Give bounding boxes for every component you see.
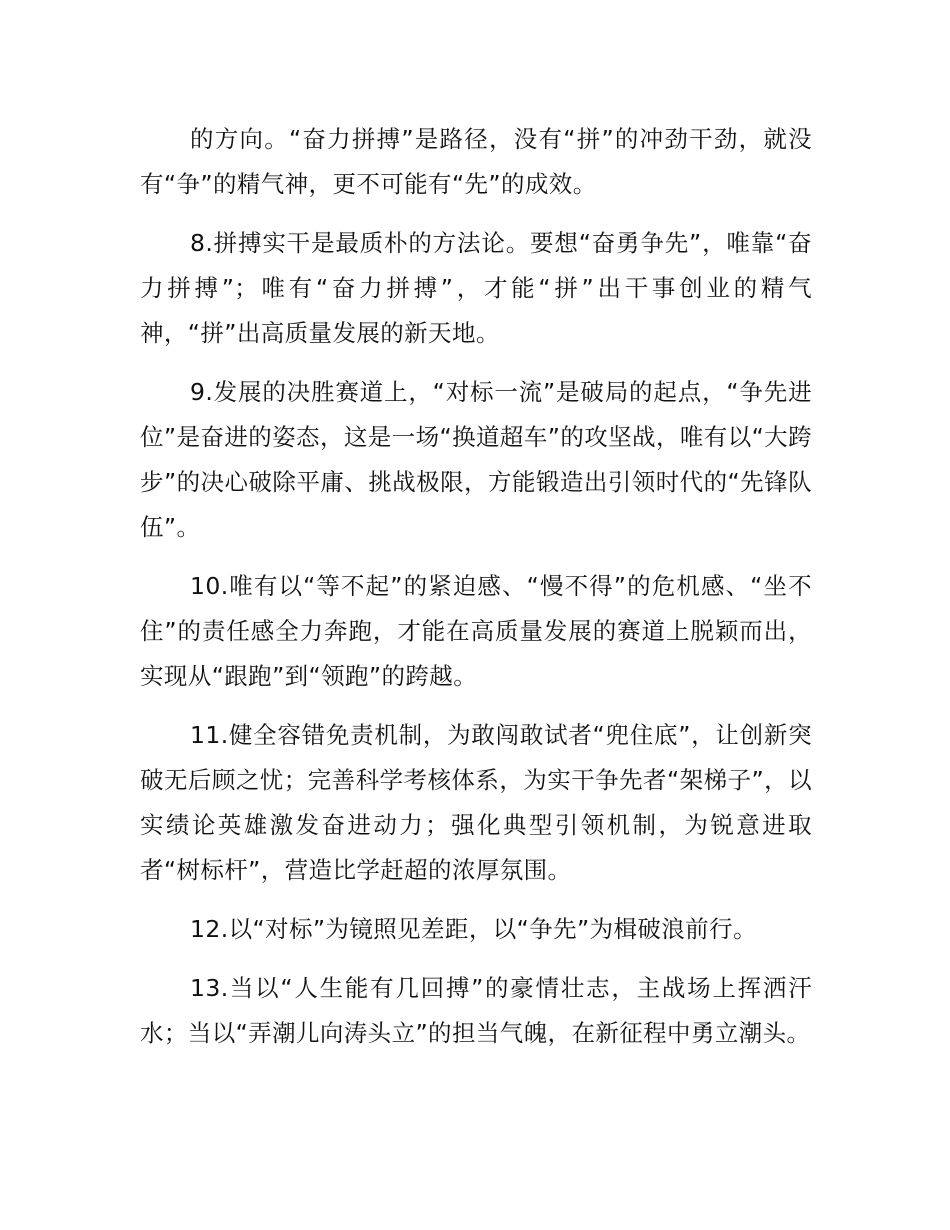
paragraph-item-12: 12.以“对标”为镜照见差距，以“争先”为楫破浪前行。 xyxy=(190,915,757,943)
paragraph-item-9: 9.发展的决胜赛道上，“对标一流”是破局的起点，“争先进位”是奋进的姿态，这是一场“换道超车”的攻坚战，唯有以“大跨步”的决心破除平庸、挑战极限，方能锻造出引领时代的“先锋队伍”。 xyxy=(140,378,812,541)
paragraph-item-8: 8.拼搏实干是最质朴的方法论。要想“奋勇争先”，唯靠“奋力拼搏”；唯有“奋力拼搏”，才能“拼”出干事创业的精气神，“拼”出高质量发展的新天地。 xyxy=(140,229,812,347)
paragraph-item-13: 13.当以“人生能有几回搏”的豪情壮志，主战场上挥洒汗水；当以“弄潮儿向涛头立”的担当气魄，在新征程中勇立潮头。 xyxy=(140,974,812,1047)
paragraph-continuation: 的方向。“奋力拼搏”是路径，没有“拼”的冲劲干劲，就没有“争”的精气神，更不可能有“先”的成效。 xyxy=(140,125,812,198)
document-page xyxy=(140,117,812,1070)
paragraph-item-10: 10.唯有以“等不起”的紧迫感、“慢不得”的危机感、“坐不住”的责任感全力奔跑，才能在高质量发展的赛道上脱颖而出，实现从“跟跑”到“领跑”的跨越。 xyxy=(140,572,812,690)
paragraph-item-11: 11.健全容错免责机制，为敢闯敢试者“兜住底”，让创新突破无后顾之忧；完善科学考核体系，为实干争先者“架梯子”，以实绩论英雄激发奋进动力；强化典型引领机制，为锐意进取者“树标杆”，营造比学赶超的浓厚氛围。 xyxy=(140,721,812,884)
